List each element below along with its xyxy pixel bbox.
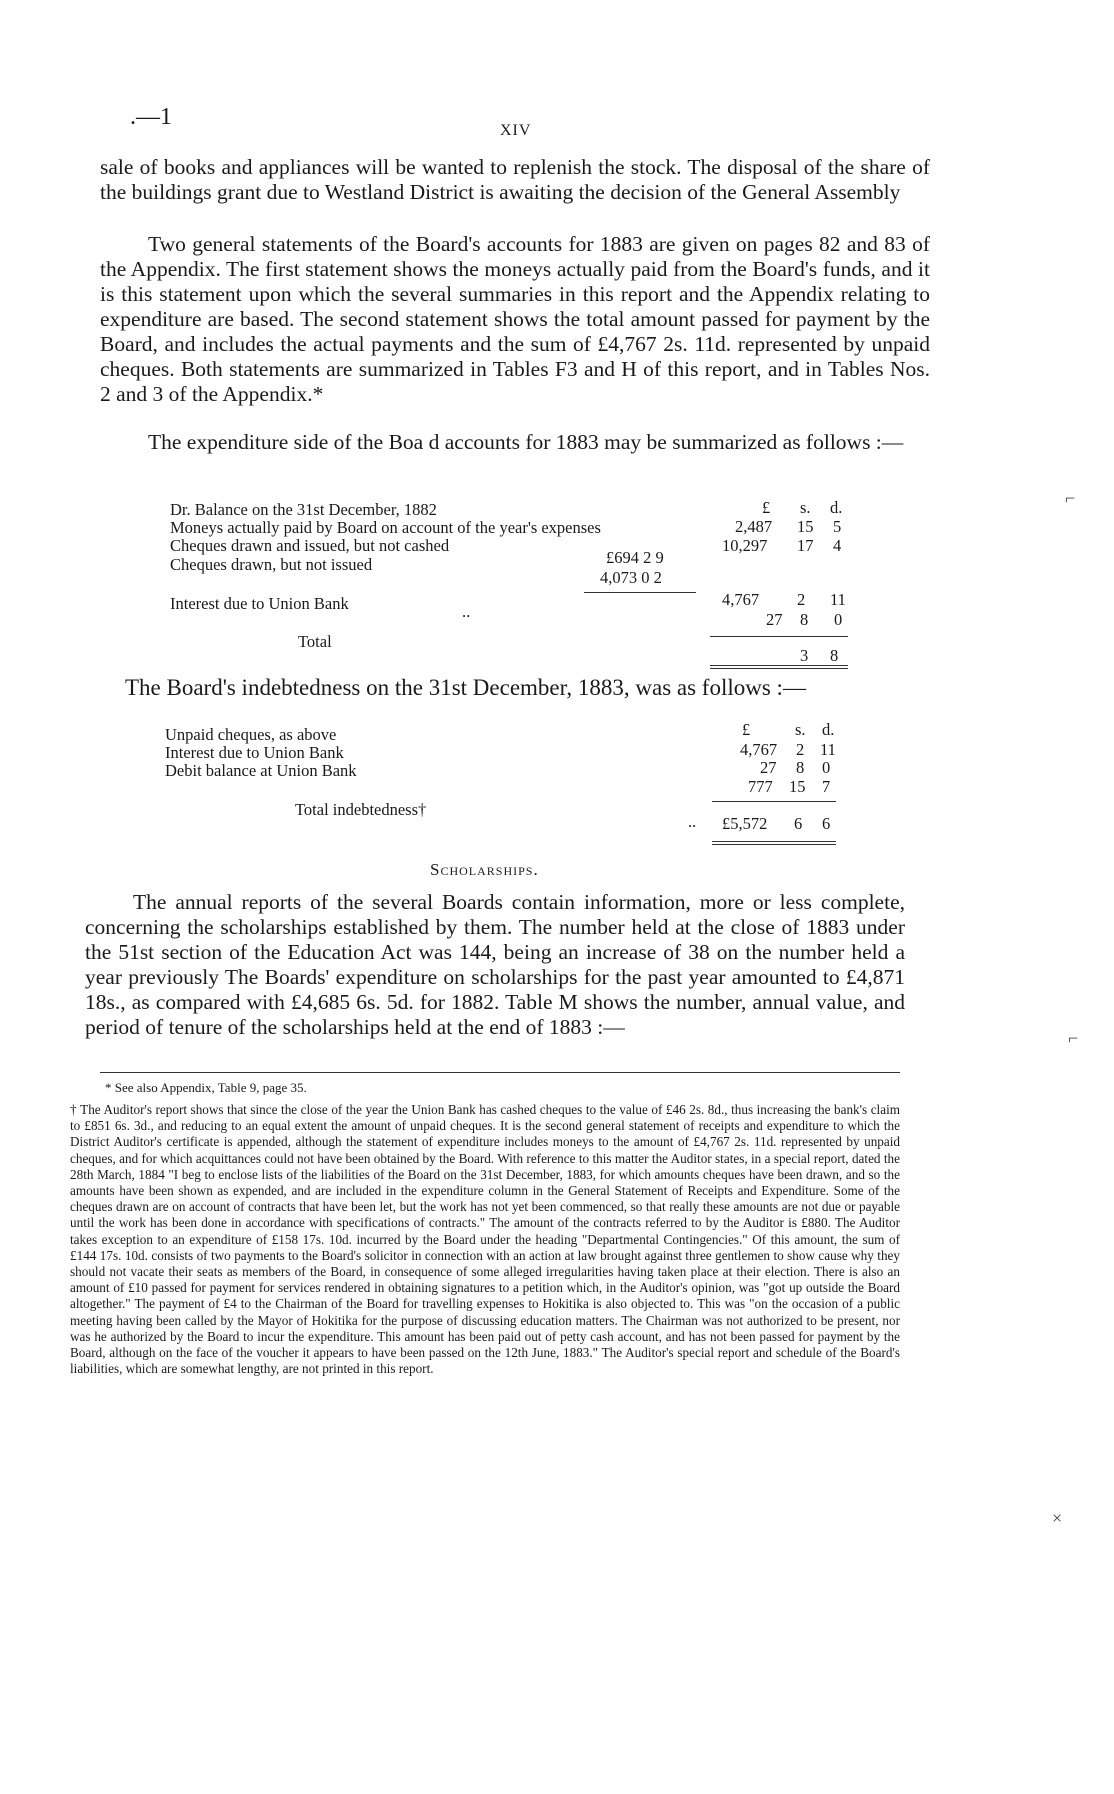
scholarships-heading: Scholarships. — [430, 860, 539, 879]
col-head-shillings: s. — [795, 720, 806, 739]
row-shillings: 17 — [797, 536, 814, 555]
total-pence: 8 — [830, 646, 839, 665]
row-pounds: 2,487 — [735, 517, 773, 536]
paragraph-books: sale of books and appliances will be wanted to replenish the stock. The disposal of the share of the buildings grant due to Westland District is awaiting the decision of the General Assembly — [100, 155, 930, 204]
row-pence: 7 — [822, 777, 831, 796]
total-shillings: 6 — [794, 814, 803, 833]
margin-mark: × — [1052, 1508, 1063, 1528]
row-pounds: 4,767 — [740, 740, 778, 759]
row-pence: 11 — [820, 740, 836, 759]
footnote-separator — [100, 1072, 900, 1073]
row-label: Dr. Balance on the 31st December, 1882 — [170, 500, 437, 519]
row-pounds: 27 — [760, 758, 777, 777]
row-pence: 4 — [833, 536, 842, 555]
total-shillings: 3 — [800, 646, 809, 665]
row-label: Interest due to Union Bank — [170, 594, 349, 613]
row-shillings: 8 — [796, 758, 805, 777]
margin-mark: ⌐ — [1065, 488, 1076, 508]
col-head-pounds: £ — [762, 498, 771, 517]
paragraph-statements: Two general statements of the Board's accounts for 1883 are given on pages 82 and 83 of the Appendix. The first statement shows the moneys actually paid from the Board's funds, and it is this statement upon which the several summaries in this report and the Appendix relating to expenditure are based. The second statement shows the total amount passed for payment by the Board, and includes the actual payments and the sum of £4,767 2s. 11d. represented by unpaid cheques. Both statements are summarized in Tables F3 and H of this report, and in Tables Nos. 2 and 3 of the Appendix.* — [100, 232, 930, 406]
row-label: Debit balance at Union Bank — [165, 761, 357, 780]
row-shillings: 15 — [789, 777, 806, 796]
row-pounds: 4,767 — [722, 590, 760, 609]
col-head-pence: d. — [822, 720, 835, 739]
paragraph-expenditure-intro: The expenditure side of the Boa d accounts for 1883 may be summarized as follows :— — [148, 430, 904, 454]
row-label: Cheques drawn, but not issued — [170, 555, 373, 574]
row-pence: 11 — [830, 590, 846, 609]
row-shillings: 15 — [797, 517, 814, 536]
col-head-pence: d. — [830, 498, 843, 517]
indebtedness-heading: The Board's indebtedness on the 31st December, 1883, was as follows :— — [125, 675, 806, 700]
subtotal-rule — [712, 801, 836, 802]
footnote-dagger: † The Auditor's report shows that since the close of the year the Union Bank has cashed cheques to the value of £46 2s. 8d., thus increasing the bank's claim to £851 6s. 3d., and reducing to an equal extent the amount of unpaid cheques. It is the second general statement of receipts and expenditure to which the District Auditor's certificate is appended, although the statement of expenditure includes moneys to the amount of £4,767 2s. 11d. represented by unpaid cheques, and for which acquittances could not have been obtained by the Board. With reference to this matter the Auditor states, in a special report, dated the 28th March, 1884 "I beg to enclose lists of the liabilities of the Board on the 31st December, 1883, for which amounts cheques have been drawn, and so the amounts have been shown as expended, and are included in the expenditure column in the General Statement of Receipts and Expenditure. Some of the cheques drawn are on account of contracts that have been let, but the work has not yet been commenced, so that really these amounts are not due or payable until the work has been done in accordance with specifications of contracts." The amount of the contracts referred to by the Auditor is £880. The Auditor takes exception to an expenditure of £158 17s. 10d. incurred by the Board under the heading "Departmental Contingencies." Of this amount, the sum of £144 17s. 10d. consists of two payments to the Board's solicitor in connection with an action at law brought against three gentlemen to show cause why they should not vacate their seats as members of the Board, in consequence of some alleged irregularities having taken place at their election. There is also an amount of £10 passed for payment for services rendered in obtaining signatures to a petition which, in the Auditor's opinion, was "got up outside the Board altogether." The payment of £4 to the Chairman of the Board for travelling expenses to Hokitika is also objected to. This was "on the occasion of a public meeting having been called by the Mayor of Hokitika for the purpose of discussing education matters. The Chairman was not authorized to be present, nor was he authorized by the Board to incur the expenditure. This amount has been paid out of petty cash account, and has not been passed for payment by the Board, although on the face of the voucher it appears to have been passed on the 12th June, 1883." The Auditor's special report and schedule of the Board's liabilities, which are somewhat lengthy, are not printed in this report. — [70, 1102, 900, 1377]
row-label: Cheques drawn and issued, but not cashed — [170, 536, 450, 555]
row-shillings: 2 — [796, 740, 805, 759]
col-head-shillings: s. — [800, 498, 811, 517]
row-subamount: 4,073 0 2 — [600, 568, 662, 587]
row-pounds: 10,297 — [722, 536, 768, 555]
row-pence: 0 — [822, 758, 831, 777]
row-pence: 0 — [834, 610, 843, 629]
page-reference: .—1 — [130, 104, 172, 130]
row-label: Interest due to Union Bank — [165, 743, 344, 762]
col-head-pounds: £ — [742, 720, 751, 739]
roman-page-number: XIV — [500, 122, 532, 139]
total-pounds: £5,572 — [722, 814, 768, 833]
row-subamount: £694 2 9 — [606, 548, 664, 567]
paragraph-scholarships: The annual reports of the several Boards contain information, more or less complete, concerning the scholarships established by them. The number held at the close of 1883 under the 51st section of the Education Act was 144, being an increase of 38 on the number held a year previously The Boards' expenditure on scholarships for the past year amounted to £4,871 18s., as compared with £4,685 6s. 5d. for 1882. Table M shows the number, annual value, and period of tenure of the scholarships held at the end of 1883 :— — [85, 890, 905, 1039]
leader-dots: .. — [462, 602, 471, 621]
row-label: Unpaid cheques, as above — [165, 725, 337, 744]
footnote-star: * See also Appendix, Table 9, page 35. — [105, 1080, 307, 1095]
row-pence: 5 — [833, 517, 842, 536]
row-label: Moneys actually paid by Board on account of the year's expenses — [170, 518, 601, 537]
total-double-rule — [712, 841, 836, 842]
leader-dots: .. — [688, 812, 697, 831]
total-double-rule — [712, 844, 836, 845]
row-pounds: 27 — [766, 610, 783, 629]
row-shillings: 8 — [800, 610, 809, 629]
row-pounds: 777 — [748, 777, 773, 796]
margin-mark: ⌐ — [1068, 1028, 1079, 1048]
total-label: Total — [298, 632, 332, 651]
total-pence: 6 — [822, 814, 831, 833]
row-shillings: 2 — [797, 590, 806, 609]
total-label: Total indebtedness† — [295, 800, 427, 819]
